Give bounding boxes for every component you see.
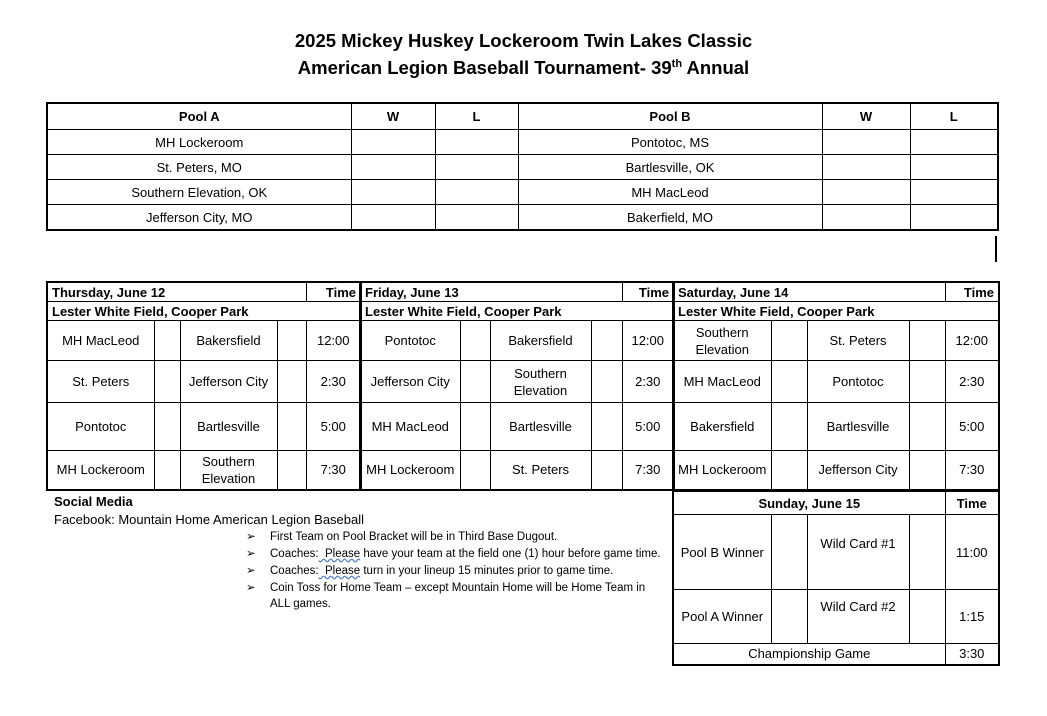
- score-cell: [591, 403, 622, 451]
- away-team: Bartlesville: [490, 403, 591, 451]
- away-team: Wild Card #2: [807, 590, 909, 644]
- day-schedule-thursday: [46, 281, 362, 491]
- game-time: 5:00: [622, 403, 674, 451]
- pool-a-team: Jefferson City, MO: [47, 205, 351, 231]
- game-row: [47, 403, 361, 451]
- pool-a-losses-header: L: [435, 103, 518, 130]
- pool-row: [47, 130, 998, 155]
- pool-b-losses-cell: [910, 130, 998, 155]
- game-time: 2:30: [306, 361, 361, 403]
- day-header-row: [673, 282, 999, 302]
- score-cell: [909, 515, 945, 590]
- home-team: MH Lockeroom: [47, 451, 154, 490]
- game-time: 7:30: [622, 451, 674, 490]
- time-header: Time: [622, 282, 674, 302]
- pool-b-team: Bartlesville, OK: [518, 155, 822, 180]
- score-cell: [277, 361, 306, 403]
- score-cell: [460, 361, 490, 403]
- arrow-bullet-icon: ➢: [246, 582, 256, 594]
- day-header-row: [47, 282, 361, 302]
- score-cell: [154, 321, 180, 361]
- pool-a-wins-cell: [351, 180, 435, 205]
- score-cell: [909, 451, 945, 490]
- score-cell: [277, 403, 306, 451]
- pool-row: [47, 205, 998, 231]
- game-row: [47, 451, 361, 490]
- pool-b-losses-cell: [910, 180, 998, 205]
- pool-a-wins-cell: [351, 205, 435, 231]
- score-cell: [154, 361, 180, 403]
- note-text: Coin Toss for Home Team – except Mountain Home will be Home Team in ALL games.: [270, 582, 646, 610]
- pool-a-losses-cell: [435, 205, 518, 231]
- pool-a-losses-cell: [435, 155, 518, 180]
- game-row: [673, 590, 999, 644]
- pool-b-team: Pontotoc, MS: [518, 130, 822, 155]
- championship-label: Championship Game: [673, 644, 945, 665]
- note-text-underlined: Please: [318, 548, 361, 560]
- score-cell: [909, 590, 945, 644]
- note-item: [246, 546, 664, 562]
- away-team: Bartlesville: [180, 403, 277, 451]
- day-title: Thursday, June 12: [47, 282, 306, 302]
- game-row: [673, 403, 999, 451]
- field-name: Lester White Field, Cooper Park: [673, 302, 999, 321]
- game-time: 7:30: [306, 451, 361, 490]
- pool-a-wins-header: W: [351, 103, 435, 130]
- score-cell: [909, 321, 945, 361]
- championship-row: [673, 644, 999, 665]
- score-cell: [909, 361, 945, 403]
- score-cell: [591, 321, 622, 361]
- title-ordinal-suffix: th: [671, 57, 683, 70]
- away-team: Southern Elevation: [490, 361, 591, 403]
- game-time: 1:15: [945, 590, 999, 644]
- game-time: 5:00: [945, 403, 999, 451]
- day-schedule-friday: [359, 281, 675, 491]
- home-team: St. Peters: [47, 361, 154, 403]
- note-item: [246, 563, 664, 579]
- game-row: [360, 403, 674, 451]
- home-team: Jefferson City: [360, 361, 460, 403]
- score-cell: [277, 451, 306, 490]
- day-header-row: [673, 491, 999, 515]
- game-time: 12:00: [945, 321, 999, 361]
- home-team: MH Lockeroom: [673, 451, 771, 490]
- note-text-underlined: Please: [318, 565, 361, 577]
- note-text-rest: turn in your lineup 15 minutes prior to game time.: [360, 565, 614, 577]
- pool-b-wins-cell: [822, 205, 910, 231]
- pool-header-row: [47, 103, 998, 130]
- score-cell: [154, 403, 180, 451]
- score-cell: [771, 451, 807, 490]
- home-team: Southern Elevation: [673, 321, 771, 361]
- pool-b-wins-cell: [822, 130, 910, 155]
- pool-b-losses-cell: [910, 205, 998, 231]
- pool-a-wins-cell: [351, 130, 435, 155]
- pool-b-team: MH MacLeod: [518, 180, 822, 205]
- pool-b-wins-cell: [822, 155, 910, 180]
- away-team: Southern Elevation: [180, 451, 277, 490]
- away-team: Bakersfield: [490, 321, 591, 361]
- arrow-bullet-icon: ➢: [246, 565, 256, 577]
- note-text-rest: have your team at the field one (1) hour before game time.: [360, 548, 661, 560]
- day-title: Sunday, June 15: [673, 491, 945, 515]
- score-cell: [771, 321, 807, 361]
- pool-standings-table: [46, 102, 999, 231]
- game-time: 7:30: [945, 451, 999, 490]
- score-cell: [154, 451, 180, 490]
- game-time: 11:00: [945, 515, 999, 590]
- away-team: Wild Card #1: [807, 515, 909, 590]
- note-text-prefix: Coaches:: [270, 565, 319, 577]
- field-name: Lester White Field, Cooper Park: [360, 302, 674, 321]
- game-row: [673, 451, 999, 490]
- game-row: [360, 451, 674, 490]
- tournament-notes: [246, 529, 664, 613]
- time-header: Time: [306, 282, 361, 302]
- game-time: 12:00: [306, 321, 361, 361]
- home-team: Pontotoc: [360, 321, 460, 361]
- day-title: Friday, June 13: [360, 282, 622, 302]
- away-team: St. Peters: [807, 321, 909, 361]
- away-team: Bartlesville: [807, 403, 909, 451]
- pool-a-losses-cell: [435, 130, 518, 155]
- pool-b-team: Bakerfield, MO: [518, 205, 822, 231]
- pool-table-edge-line: [995, 236, 997, 262]
- time-header: Time: [945, 491, 999, 515]
- note-item: [246, 580, 664, 612]
- pool-a-team: St. Peters, MO: [47, 155, 351, 180]
- pool-b-wins-header: W: [822, 103, 910, 130]
- away-team: Bakersfield: [180, 321, 277, 361]
- time-header: Time: [945, 282, 999, 302]
- home-team: Bakersfield: [673, 403, 771, 451]
- facebook-line: Facebook: Mountain Home American Legion Baseball: [54, 512, 365, 527]
- home-team: Pontotoc: [47, 403, 154, 451]
- score-cell: [277, 321, 306, 361]
- pool-a-wins-cell: [351, 155, 435, 180]
- game-row: [47, 321, 361, 361]
- score-cell: [771, 515, 807, 590]
- game-row: [673, 361, 999, 403]
- note-item: [246, 529, 664, 545]
- score-cell: [591, 451, 622, 490]
- away-team: Pontotoc: [807, 361, 909, 403]
- title-line-2: [0, 57, 1047, 79]
- title-line-1: 2025 Mickey Huskey Lockeroom Twin Lakes Classic: [294, 30, 753, 51]
- pool-a-losses-cell: [435, 180, 518, 205]
- pool-b-header: Pool B: [518, 103, 822, 130]
- title-line-2-main: American Legion Baseball Tournament- 39: [297, 57, 672, 78]
- home-team: MH MacLeod: [47, 321, 154, 361]
- away-team: Jefferson City: [180, 361, 277, 403]
- home-team: MH MacLeod: [673, 361, 771, 403]
- arrow-bullet-icon: ➢: [246, 531, 256, 543]
- score-cell: [771, 590, 807, 644]
- note-text-prefix: Coaches:: [270, 548, 319, 560]
- score-cell: [909, 403, 945, 451]
- game-time: 2:30: [622, 361, 674, 403]
- day-header-row: [360, 282, 674, 302]
- home-team: MH MacLeod: [360, 403, 460, 451]
- pool-a-team: MH Lockeroom: [47, 130, 351, 155]
- game-row: [47, 361, 361, 403]
- championship-time: 3:30: [945, 644, 999, 665]
- away-team: Jefferson City: [807, 451, 909, 490]
- social-media-heading: Social Media: [54, 494, 133, 509]
- pool-b-losses-header: L: [910, 103, 998, 130]
- day-schedule-saturday: [672, 281, 1000, 491]
- home-team: Pool B Winner: [673, 515, 771, 590]
- note-text: First Team on Pool Bracket will be in Third Base Dugout.: [270, 531, 558, 543]
- score-cell: [591, 361, 622, 403]
- home-team: Pool A Winner: [673, 590, 771, 644]
- pool-row: [47, 155, 998, 180]
- game-time: 12:00: [622, 321, 674, 361]
- game-time: 5:00: [306, 403, 361, 451]
- pool-row: [47, 180, 998, 205]
- score-cell: [460, 451, 490, 490]
- game-row: [360, 321, 674, 361]
- day-schedule-sunday: [672, 490, 1000, 666]
- game-row: [673, 321, 999, 361]
- score-cell: [460, 403, 490, 451]
- score-cell: [771, 403, 807, 451]
- pool-a-team: Southern Elevation, OK: [47, 180, 351, 205]
- pool-b-losses-cell: [910, 155, 998, 180]
- arrow-bullet-icon: ➢: [246, 548, 256, 560]
- day-title: Saturday, June 14: [673, 282, 945, 302]
- game-row: [673, 515, 999, 590]
- title-line-2-tail: Annual: [682, 57, 750, 78]
- pool-b-wins-cell: [822, 180, 910, 205]
- pool-a-header: Pool A: [47, 103, 351, 130]
- away-team: St. Peters: [490, 451, 591, 490]
- game-row: [360, 361, 674, 403]
- score-cell: [460, 321, 490, 361]
- score-cell: [771, 361, 807, 403]
- game-time: 2:30: [945, 361, 999, 403]
- field-name: Lester White Field, Cooper Park: [47, 302, 361, 321]
- home-team: MH Lockeroom: [360, 451, 460, 490]
